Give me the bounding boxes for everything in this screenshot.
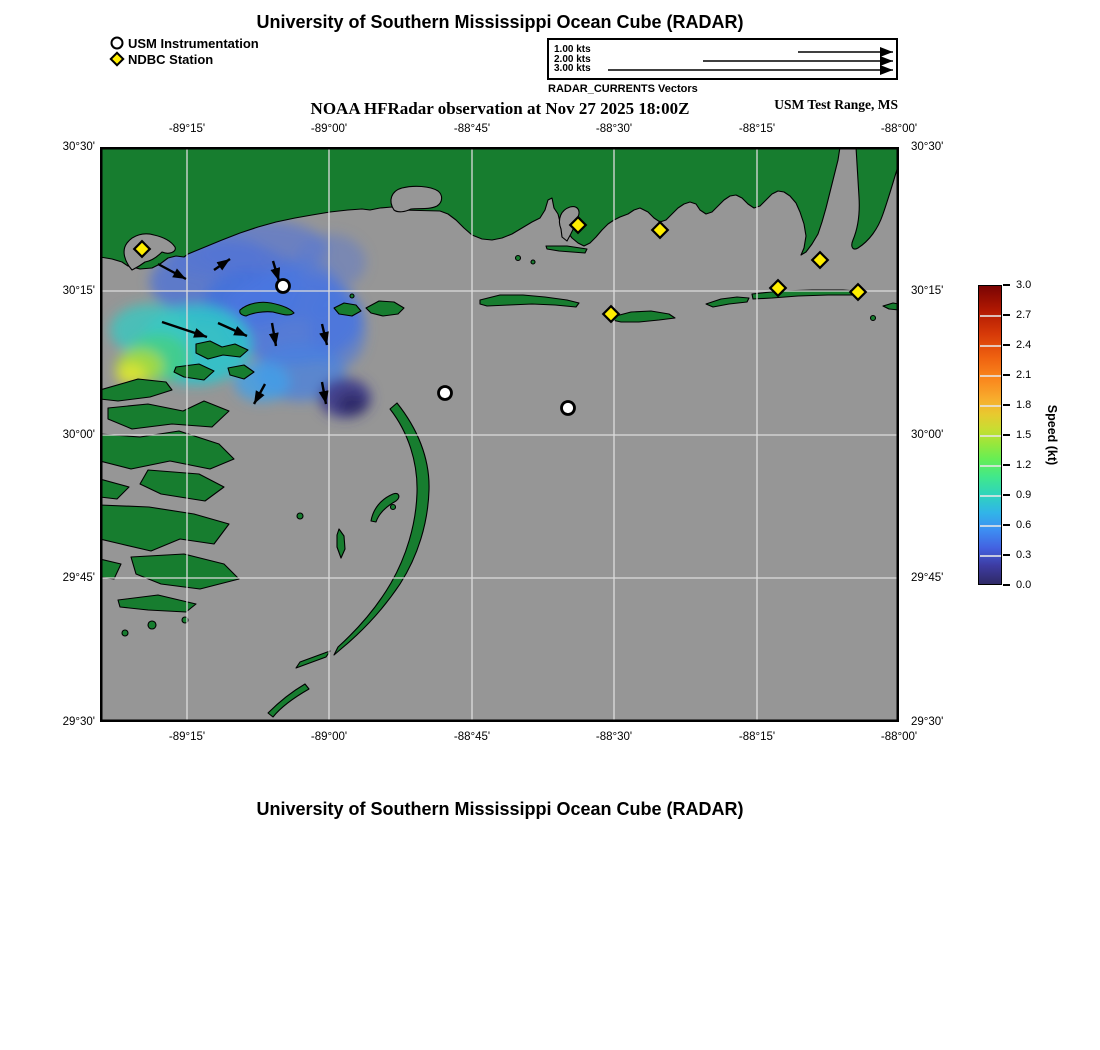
- vector-scale-arrows: [549, 40, 896, 78]
- colorbar-tick: [1003, 524, 1010, 526]
- lat-tick-label-right: 30°30': [911, 141, 944, 153]
- vector-scale-caption: RADAR_CURRENTS Vectors: [548, 83, 698, 95]
- islet-dot: [531, 260, 535, 264]
- colorbar-tick-label: 0.0: [1016, 579, 1032, 591]
- speed-colorbar: [978, 285, 1002, 585]
- islet-dot: [516, 256, 521, 261]
- page-title: University of Southern Mississippi Ocean Cube (RADAR): [256, 12, 744, 32]
- legend-ndbc-label: NDBC Station: [128, 51, 214, 67]
- vector-scale-label-3: 3.00 kts: [554, 63, 591, 74]
- vector-scale-box: [547, 38, 898, 80]
- lat-tick-label-right: 30°15': [911, 285, 944, 297]
- lat-tick-label-left: 30°15': [62, 285, 95, 297]
- colorbar-gridline: [980, 525, 1001, 526]
- observation-subtitle: NOAA HFRadar observation at Nov 27 2025 18:00Z: [310, 99, 690, 118]
- colorbar-gridline: [980, 345, 1001, 346]
- lat-tick-label-right: 30°00': [911, 429, 944, 441]
- vector-scale-label-2: 2.00 kts: [554, 53, 591, 65]
- usm-instrument-marker: [277, 280, 290, 293]
- colorbar-gridline: [980, 405, 1001, 406]
- colorbar-tick-label: 2.7: [1016, 309, 1032, 321]
- lon-tick-label-bottom: -89°15': [168, 731, 206, 743]
- colorbar-tick: [1003, 584, 1010, 586]
- colorbar-tick: [1003, 494, 1010, 496]
- lon-tick-label-top: -88°30': [595, 123, 633, 135]
- colorbar-area: [978, 279, 1088, 591]
- legend-usm-label: USM Instrumentation: [128, 35, 259, 51]
- legend-row-usm: [109, 35, 259, 51]
- footer-title: University of Southern Mississippi Ocean Cube (RADAR): [256, 799, 744, 819]
- colorbar-tick: [1003, 314, 1010, 316]
- lon-tick-label-bottom: -88°15': [738, 731, 776, 743]
- colorbar-title: Speed (kt): [1045, 404, 1059, 466]
- colorbar-gridline: [980, 375, 1001, 376]
- colorbar-tick-label: 3.0: [1016, 279, 1032, 291]
- lon-tick-label-bottom: -89°00': [310, 731, 348, 743]
- colorbar-gridline: [980, 315, 1001, 316]
- lon-tick-label-bottom: -88°45': [453, 731, 491, 743]
- colorbar-tick-label: 1.2: [1016, 459, 1032, 471]
- lat-tick-label-left: 29°45': [62, 572, 95, 584]
- lon-tick-label-top: -88°45': [453, 123, 491, 135]
- lon-tick-label-top: -89°00': [310, 123, 348, 135]
- colorbar-gridline: [980, 465, 1001, 466]
- test-range-label: USM Test Range, MS: [774, 97, 898, 112]
- lon-tick-label-top: -88°00': [880, 123, 918, 135]
- islet-dot: [148, 621, 156, 629]
- lon-tick-label-top: -88°15': [738, 123, 776, 135]
- map-plot: [100, 147, 899, 722]
- colorbar-tick-label: 2.4: [1016, 339, 1032, 351]
- colorbar-tick: [1003, 374, 1010, 376]
- colorbar-tick-label: 0.9: [1016, 489, 1032, 501]
- lat-tick-label-left: 30°00': [62, 429, 95, 441]
- speed-blob: [337, 393, 367, 415]
- colorbar-gridline: [980, 555, 1001, 556]
- marker-legend: [109, 35, 259, 67]
- colorbar-tick: [1003, 434, 1010, 436]
- islet-dot: [122, 630, 128, 636]
- lon-tick-label-bottom: -88°30': [595, 731, 633, 743]
- colorbar-tick-label: 0.3: [1016, 549, 1032, 561]
- lat-tick-label-right: 29°45': [911, 572, 944, 584]
- lat-tick-label-right: 29°30': [911, 716, 944, 728]
- colorbar-tick-label: 0.6: [1016, 519, 1032, 531]
- usm-circle-icon: [109, 35, 125, 51]
- islet-dot: [297, 513, 303, 519]
- usm-instrument-marker: [439, 387, 452, 400]
- colorbar-tick-label: 1.5: [1016, 429, 1032, 441]
- islet-dot: [391, 505, 396, 510]
- lon-tick-label-bottom: -88°00': [880, 731, 918, 743]
- colorbar-tick: [1003, 284, 1010, 286]
- ndbc-diamond-icon: [109, 51, 125, 67]
- colorbar-tick: [1003, 404, 1010, 406]
- lat-tick-label-left: 29°30': [62, 716, 95, 728]
- usm-instrument-marker: [562, 402, 575, 415]
- colorbar-gridline: [980, 435, 1001, 436]
- islet-dot: [871, 316, 876, 321]
- colorbar-tick-label: 1.8: [1016, 399, 1032, 411]
- colorbar-gridline: [980, 495, 1001, 496]
- colorbar-tick-label: 2.1: [1016, 369, 1032, 381]
- vector-scale-label-1: 1.00 kts: [554, 44, 591, 55]
- islet-dot: [350, 294, 354, 298]
- colorbar-tick: [1003, 464, 1010, 466]
- colorbar-tick: [1003, 344, 1010, 346]
- legend-row-ndbc: [109, 51, 259, 67]
- colorbar-tick: [1003, 554, 1010, 556]
- lon-tick-label-top: -89°15': [168, 123, 206, 135]
- lat-tick-label-left: 30°30': [62, 141, 95, 153]
